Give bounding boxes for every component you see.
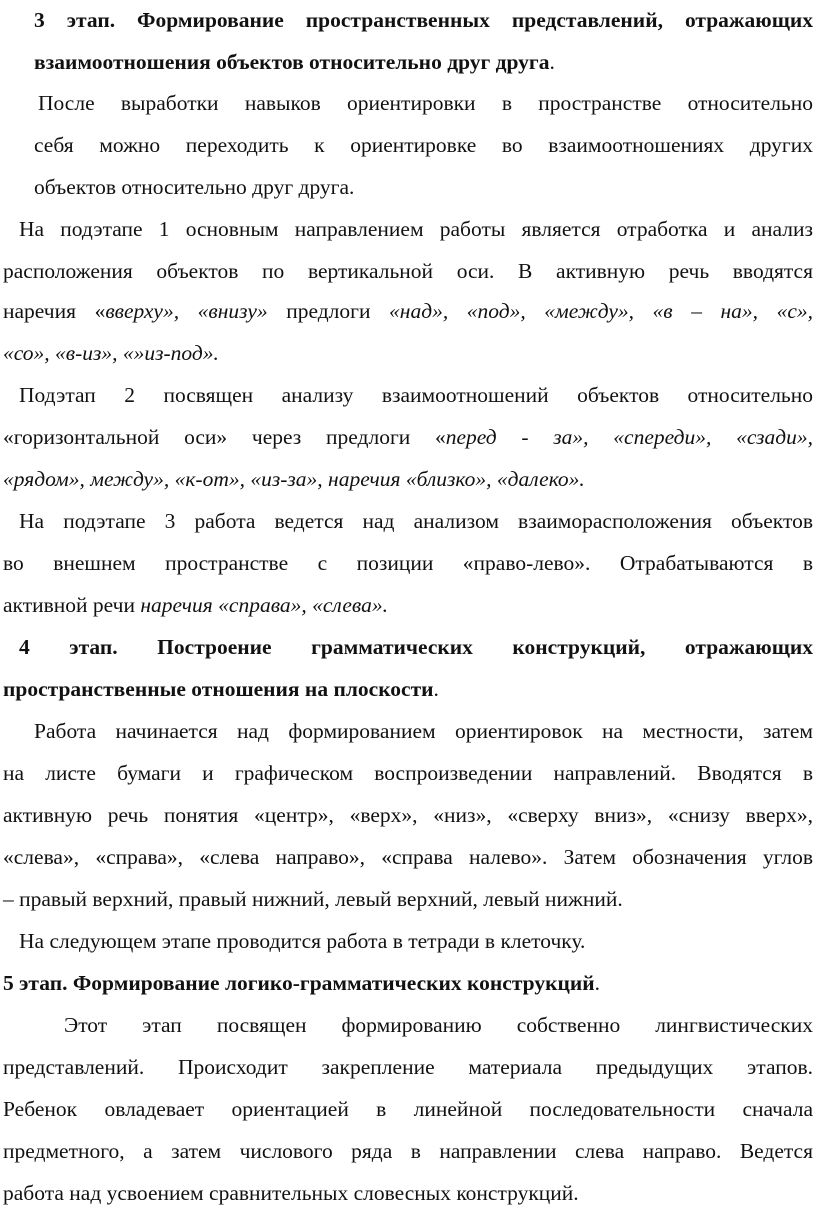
p5-line2: на листе бумаги и графическом воспроизведении направлений. Вводятся в: [3, 761, 813, 785]
p2-line1: На подэтапе 1 основным направлением работы является отработка и анализ: [19, 217, 813, 241]
p3-line1: Подэтап 2 посвящен анализу взаимоотношений объектов относительно: [19, 383, 813, 407]
p2-line3-part-c: предлоги: [267, 299, 390, 323]
p3-line2: [3, 420, 813, 454]
stage5-heading: [3, 966, 816, 1000]
stage4-heading-period: .: [433, 677, 439, 701]
p5-line3: активную речь понятия «центр», «верх», «низ», «сверху вниз», «снизу вверх»,: [3, 803, 813, 827]
p4-line3-part-b: наречия «справа», «слева».: [140, 593, 388, 617]
p3-line2-part-b: перед - за», «спереди», «сзади»,: [445, 425, 813, 449]
p3-line3: «рядом», между», «к-от», «из-за», наречия «близко», «далеко».: [3, 467, 585, 491]
p5-line5: – правый верхний, правый нижний, левый верхний, левый нижний.: [3, 887, 623, 911]
p1-line1: После выработки навыков ориентировки в пространстве относительно: [38, 91, 813, 115]
p1-line2: себя можно переходить к ориентировке во взаимоотношениях других: [34, 133, 813, 157]
p4-line1: На подэтапе 3 работа ведется над анализом взаиморасположения объектов: [19, 509, 813, 533]
stage4-heading-line2: [3, 672, 816, 706]
p2-line3-part-a: наречия «: [3, 299, 106, 323]
stage4-heading-line1: [19, 630, 813, 664]
stage3-heading-text1: 3 этап. Формирование пространственных представлений, отражающих: [34, 8, 813, 32]
stage3-heading-line1: [34, 3, 813, 37]
p7-line3: Ребенок овладевает ориентацией в линейной последовательности сначала: [3, 1097, 813, 1121]
stage3-heading-period: .: [549, 50, 555, 74]
p7-line5: работа над усвоением сравнительных словесных конструкций.: [3, 1181, 579, 1205]
stage4-heading-text2: пространственные отношения на плоскости: [3, 677, 434, 701]
stage4-heading-text1: 4 этап. Построение грамматических конструкций, отражающих: [19, 635, 813, 659]
p4-line2: во внешнем пространстве с позиции «право-лево». Отрабатываются в: [3, 551, 813, 575]
p7-line2: представлений. Происходит закрепление материала предыдущих этапов.: [3, 1055, 813, 1079]
p7-line1: Этот этап посвящен формированию собственно лингвистических: [64, 1013, 813, 1037]
p1-line3: объектов относительно друг друга.: [34, 175, 355, 199]
p5-line4: «слева», «справа», «слева направо», «справа налево». Затем обозначения углов: [3, 845, 813, 869]
stage3-heading-line2: [34, 45, 816, 79]
p4-line3-part-a: активной речи: [3, 593, 141, 617]
p2-line4: «со», «в-из», «»из-под».: [3, 341, 219, 365]
stage5-heading-period: .: [594, 971, 601, 995]
p2-line3-part-b: вверху», «внизу»: [105, 299, 268, 323]
p7-line4: предметного, а затем числового ряда в направлении слева направо. Ведется: [3, 1139, 813, 1163]
p2-line2: расположения объектов по вертикальной оси. В активную речь вводятся: [3, 259, 813, 283]
p3-line2-part-a: «горизонтальной оси» через предлоги «: [3, 425, 446, 449]
p6-line1: На следующем этапе проводится работа в тетради в клеточку.: [19, 929, 586, 953]
stage3-heading-text2: взаимоотношения объектов относительно друг друга: [34, 50, 550, 74]
p5-line1: Работа начинается над формированием ориентировок на местности, затем: [34, 719, 813, 743]
stage5-heading-text: 5 этап. Формирование логико-грамматических конструкций: [3, 971, 595, 995]
p2-line3-part-d: «над», «под», «между», «в – на», «с»,: [389, 299, 814, 323]
p4-line3: [3, 588, 816, 622]
p2-line3: [3, 294, 813, 328]
